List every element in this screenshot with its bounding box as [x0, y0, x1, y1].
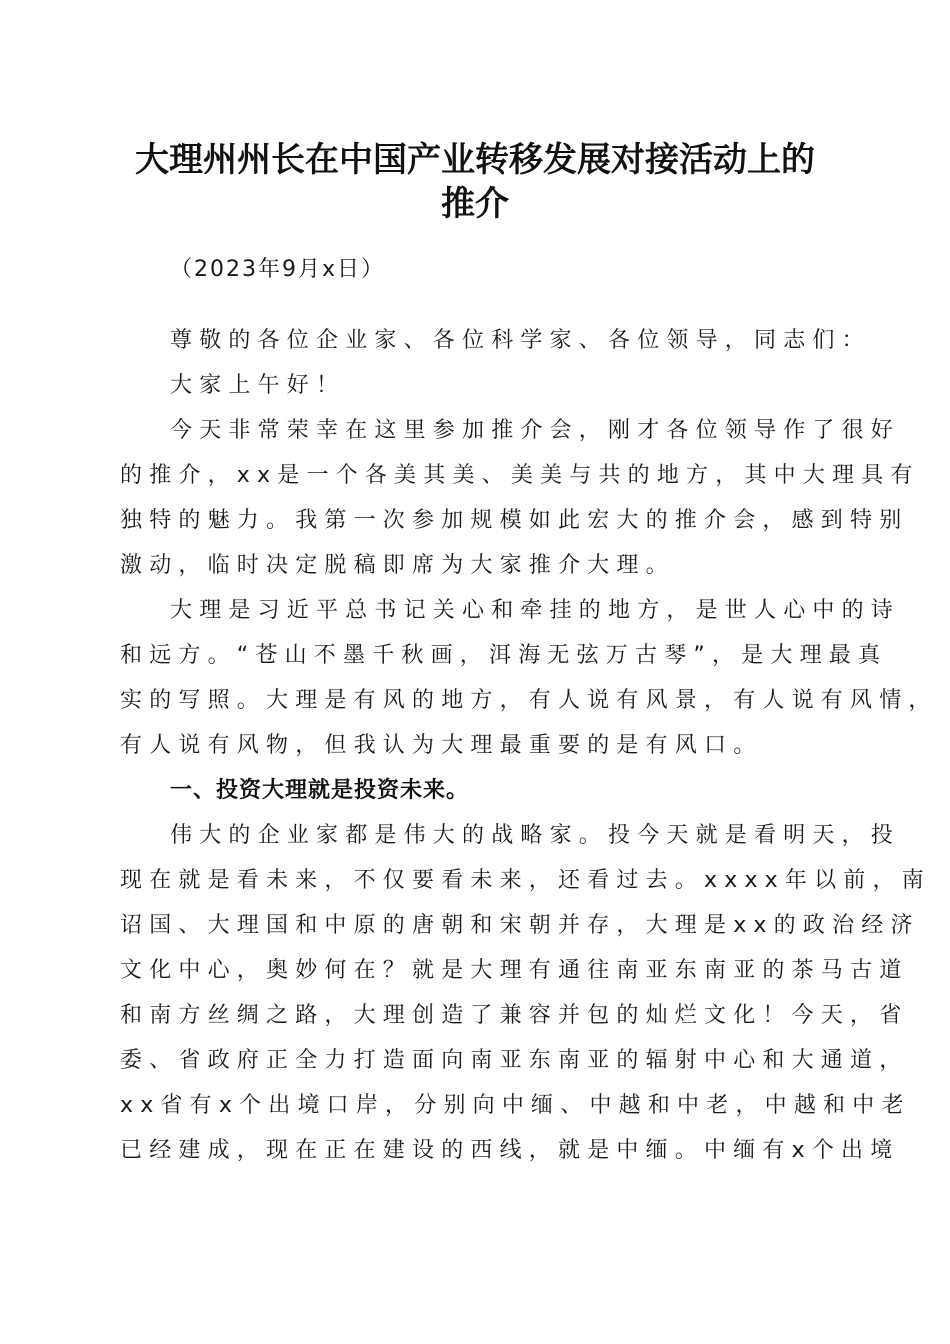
date-line: （2023年9月x日）: [170, 257, 386, 282]
paragraph-2-line: 大理是习近平总书记关心和牵挂的地方，是世人心中的诗: [170, 598, 901, 623]
section-1-heading: 一、投资大理就是投资未来。: [170, 778, 470, 803]
salutation: 尊敬的各位企业家、各位科学家、各位领导，同志们：: [170, 328, 871, 353]
paragraph-1-line: 今天非常荣幸在这里参加推介会，刚才各位领导作了很好: [170, 418, 901, 443]
paragraph-3-line: 现在就是看未来，不仅要看未来，还看过去。xxxx年以前，南: [120, 868, 931, 893]
paragraph-3-line: 诏国、大理国和中原的唐朝和宋朝并存，大理是xx的政治经济: [120, 913, 920, 938]
greeting: 大家上午好！: [170, 373, 346, 398]
paragraph-3-line: 已经建成，现在正在建设的西线，就是中缅。中缅有x个出境: [120, 1138, 900, 1163]
paragraph-3-line: xx省有x个出境口岸，分别向中缅、中越和中老，中越和中老: [120, 1093, 911, 1118]
paragraph-3-line: 伟大的企业家都是伟大的战略家。投今天就是看明天，投: [170, 823, 901, 848]
paragraph-3-line: 委、省政府正全力打造面向南亚东南亚的辐射中心和大通道，: [120, 1048, 909, 1073]
paragraph-2-line: 实的写照。大理是有风的地方，有人说有风景，有人说有风情，: [120, 688, 938, 713]
paragraph-1-line: 独特的魅力。我第一次参加规模如此宏大的推介会，感到特别: [120, 508, 909, 533]
paragraph-2-line: 和远方。“苍山不墨千秋画，洱海无弦万古琴”，是大理最真: [120, 643, 888, 668]
paragraph-3-line: 和南方丝绸之路，大理创造了兼容并包的灿烂文化！今天，省: [120, 1003, 909, 1028]
paragraph-1-line: 激动，临时决定脱稿即席为大家推介大理。: [120, 553, 675, 578]
document-title-line-1: 大理州州长在中国产业转移发展对接活动上的: [135, 140, 815, 180]
document-title-line-2: 推介: [441, 184, 509, 224]
paragraph-1-line: 的推介，xx是一个各美其美、美美与共的地方，其中大理具有: [120, 463, 920, 488]
paragraph-2-line: 有人说有风物，但我认为大理最重要的是有风口。: [120, 733, 763, 758]
paragraph-3-line: 文化中心，奥妙何在？就是大理有通往南亚东南亚的茶马古道: [120, 958, 909, 983]
